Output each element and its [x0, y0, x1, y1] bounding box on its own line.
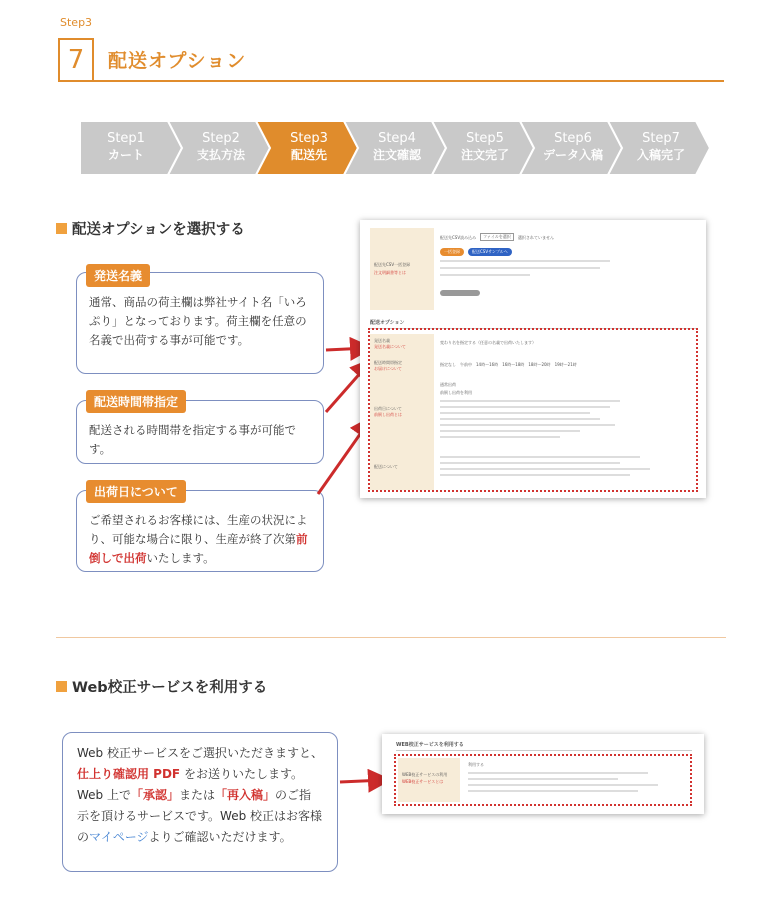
progress-step-label: 入稿完了: [636, 148, 685, 162]
row3-option-normal[interactable]: 通常出荷: [440, 382, 456, 387]
progress-step-label: データ入稿: [542, 148, 603, 162]
progress-step-number: Step6: [554, 131, 592, 146]
web-proof-help-link[interactable]: WEB校正サービスとは: [402, 779, 444, 784]
step-label: Step3: [60, 16, 93, 29]
note-delivery-time: 配送される時間帯を指定する事が可能です。: [76, 400, 324, 464]
row3-option-early[interactable]: 前倒し出荷を利用: [440, 390, 472, 395]
row2-radio-options[interactable]: 指定なし 午前中 14時〜16時 16時〜18時 18時〜20時 19時〜21時: [440, 362, 577, 367]
arrow-4: [340, 780, 386, 782]
section-web-proof-title: Web校正サービスを利用する: [56, 676, 267, 697]
note-web-proof: Web 校正サービスをご選択いただきますと、仕上り確認用 PDF をお送りいたします。Web 上で「承認」または「再入稿」のご指示を頂けるサービスです。Web 校正はお客様のマイページよりご確認いただけます。: [62, 732, 338, 872]
bulk-register-button[interactable]: 一括登録: [440, 248, 464, 256]
csv-sample-button[interactable]: 配送CSVサンプルへ: [468, 248, 512, 256]
shot-divider: [396, 750, 692, 751]
file-status: 選択されていません: [518, 235, 554, 240]
row4-label: 配送について: [374, 464, 398, 469]
highlight-box: [368, 328, 698, 492]
text-line: [440, 260, 610, 262]
tag-delivery-time: 配送時間帯指定: [86, 390, 186, 413]
row2-label: 配送時間帯指定: [374, 360, 402, 365]
web-proof-checkbox-label[interactable]: 利用する: [468, 762, 484, 767]
progress-step-label: カート: [107, 148, 144, 162]
note-shipper-name: 通常、商品の荷主欄は弊社サイト名「いろぷり」となっております。荷主欄を任意の名義で出荷する事が可能です。: [76, 272, 324, 374]
web-proof-screenshot: [382, 734, 704, 814]
csv-label-cell: [370, 228, 434, 310]
tag-ship-date: 出荷日について: [86, 480, 186, 503]
file-label: 配送先CSV読み込み: [440, 235, 477, 240]
web-proof-shot-title: WEB校正サービスを利用する: [396, 742, 464, 748]
csv-label: 配送先CSV一括登録: [374, 262, 411, 267]
grey-button[interactable]: [440, 290, 480, 296]
delivery-options-screenshot: [360, 220, 706, 498]
step-number-box: 7: [58, 38, 94, 82]
progress-step-label: 注文完了: [460, 148, 509, 162]
section-divider: [56, 637, 726, 638]
progress-step-number: Step5: [466, 131, 504, 146]
row3-help-link[interactable]: 前倒し出荷とは: [374, 412, 402, 417]
web-proof-highlight-box: [394, 754, 692, 806]
section-delivery-options-title: 配送オプションを選択する: [56, 218, 245, 239]
row1-help-link[interactable]: 発送名義について: [374, 344, 406, 349]
options-section-title: 配送オプション: [370, 320, 405, 326]
progress-step-number: Step2: [202, 131, 240, 146]
progress-step-number: Step4: [378, 131, 416, 146]
row3-label: 出荷日について: [374, 406, 402, 411]
bullet-square-icon: [56, 681, 67, 692]
note-ship-date: ご希望されるお客様には、生産の状況により、可能な場合に限り、生産が終了次第前倒しで出荷いたします。: [76, 490, 324, 572]
progress-step-label: 配送先: [290, 148, 327, 162]
page-title: 配送オプション: [108, 50, 247, 72]
row1-label: 発送名義: [374, 338, 390, 343]
web-proof-row-label: WEB校正サービスの利用: [402, 772, 448, 777]
progress-step-number: Step7: [642, 131, 680, 146]
progress-step-number: Step1: [107, 131, 145, 146]
row1-checkbox-label[interactable]: 変わり名を指定する（任意の名義で出荷いたします）: [440, 340, 536, 345]
csv-help-link[interactable]: 注文明細書等とは: [374, 270, 406, 275]
progress-step-number: Step3: [290, 131, 328, 146]
progress-step-label: 注文確認: [372, 148, 421, 162]
tag-shipper-name: 発送名義: [86, 264, 150, 287]
text-line: [440, 267, 600, 269]
text-line: [440, 274, 530, 276]
file-select-button[interactable]: ファイルを選択: [480, 233, 514, 241]
row2-help-link[interactable]: お届けについて: [374, 366, 402, 371]
progress-step-label: 支払方法: [196, 148, 245, 162]
